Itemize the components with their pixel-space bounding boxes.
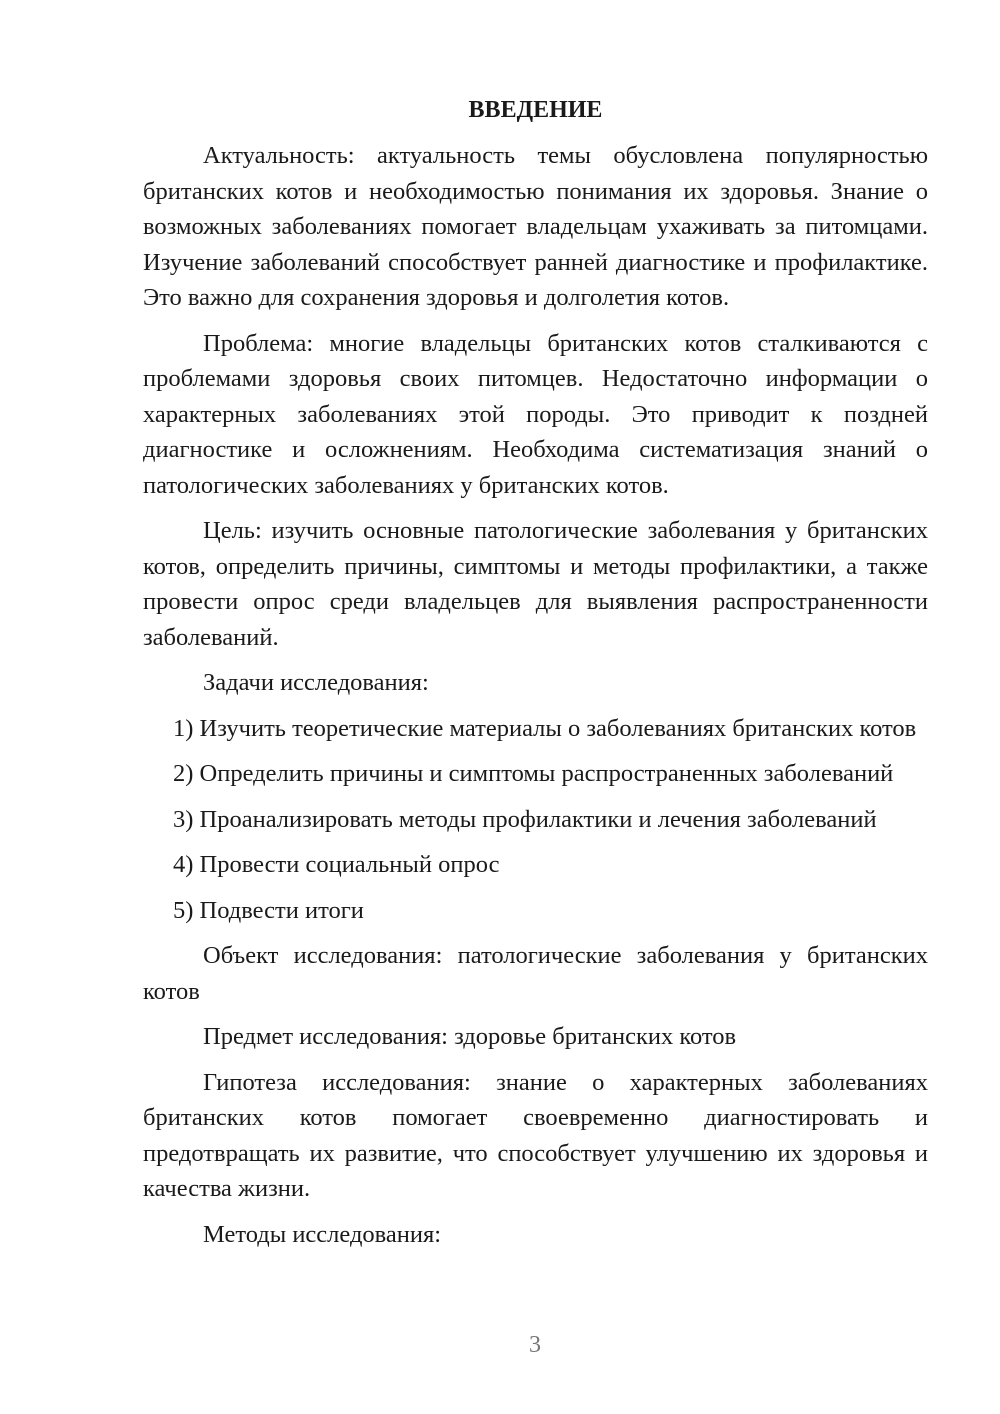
paragraph-goal: Цель: изучить основные патологические заболевания у британских котов, определить причины, симптомы и методы профилактики, а также провести опрос среди владельцев для выявления распространенности заболеваний. (143, 517, 928, 651)
list-item: 1) Изучить теоретические материалы о заболеваниях британских котов (173, 714, 917, 742)
paragraph-problem: Проблема: многие владельцы британских котов сталкиваются с проблемами здоровья своих питомцев. Недостаточно информации о характерных заболеваниях этой породы. Это приводит к поздней диагностике и осложнениям. Необходима систематизация знаний о патологических заболеваниях у британских котов. (143, 329, 928, 499)
list-item: 3) Проанализировать методы профилактики и лечения заболеваний (173, 805, 877, 833)
paragraph-object: Объект исследования: патологические заболевания у британских котов (143, 942, 928, 1005)
list-item: 5) Подвести итоги (173, 896, 364, 924)
paragraph-actuality: Актуальность: актуальность темы обусловлена популярностью британских котов и необходимостью понимания их здоровья. Знание о возможных заболеваниях помогает владельцам ухаживать за питомцами. Изучение заболеваний способствует ранней диагностике и профилактике. Это важно для сохранения здоровья и долголетия котов. (143, 142, 928, 311)
methods-heading: Методы исследования: (203, 1220, 442, 1248)
paragraph-hypothesis: Гипотеза исследования: знание о характерных заболеваниях британских котов помогает своевременно диагностировать и предотвращать их развитие, что способствует улучшению их здоровья и качества жизни. (143, 1068, 928, 1202)
page-title: ВВЕДЕНИЕ (468, 97, 603, 123)
tasks-list (143, 711, 928, 929)
paragraph-subject: Предмет исследования: здоровье британских котов (203, 1023, 737, 1050)
page-number: 3 (529, 1332, 541, 1358)
tasks-heading: Задачи исследования: (203, 669, 429, 696)
page-content (143, 92, 928, 1262)
list-item: 2) Определить причины и симптомы распространенных заболеваний (173, 760, 894, 787)
list-item: 4) Провести социальный опрос (173, 851, 500, 878)
